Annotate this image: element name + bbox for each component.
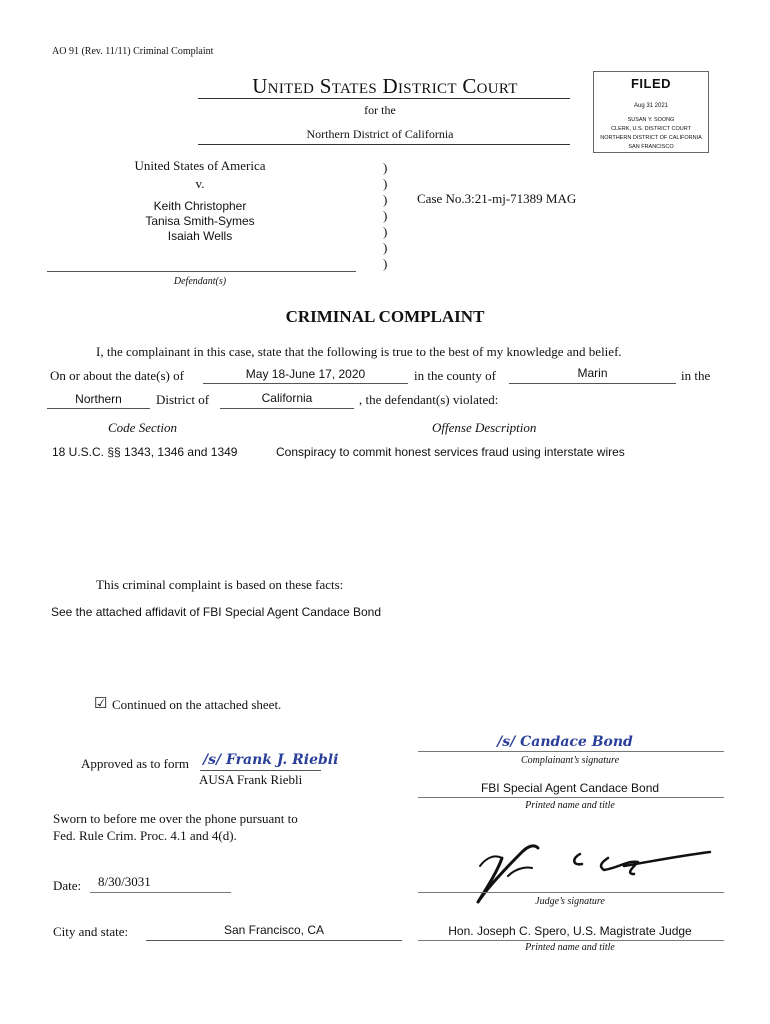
filed-stamp — [593, 71, 709, 153]
filed-label: FILED — [630, 76, 672, 91]
caption-paren-3: ) — [383, 192, 388, 207]
continued-label: Continued on the attached sheet. — [112, 697, 282, 712]
approved-name: AUSA Frank Riebli — [199, 772, 303, 787]
approved-label: Approved as to form — [81, 756, 189, 771]
complainant-signature: /s/ Candace Bond — [497, 734, 633, 750]
city-label: City and state: — [53, 924, 129, 939]
complainant-printed-name: FBI Special Agent Candace Bond — [480, 781, 660, 795]
defendant-2: Tanisa Smith-Symes — [145, 214, 255, 228]
approved-rule — [200, 770, 321, 771]
complaint-heading: CRIMINAL COMPLAINT — [285, 307, 485, 326]
date-value[interactable]: 8/30/3031 — [98, 874, 151, 889]
caption-paren-4: ) — [383, 208, 388, 223]
offense-description-value: Conspiracy to commit honest services fraud using interstate wires — [276, 445, 625, 459]
code-section-header: Code Section — [108, 420, 177, 435]
offense-dates-field[interactable]: May 18-June 17, 2020 — [203, 367, 408, 384]
caption-paren-1: ) — [383, 160, 388, 175]
violated-label: , the defendant(s) violated: — [359, 392, 499, 407]
judge-printed-name: Hon. Joseph C. Spero, U.S. Magistrate Judge — [448, 924, 692, 938]
plaintiff: United States of America — [134, 158, 266, 173]
statement: I, the complainant in this case, state that the following is true to the best of my knowledge and belief. — [96, 344, 622, 359]
district-field[interactable]: Northern — [47, 392, 150, 409]
offense-description-header: Offense Description — [432, 420, 537, 435]
judge-printed-label: Printed name and title — [525, 942, 615, 953]
defendant-3: Isaiah Wells — [167, 229, 233, 243]
facts-intro: This criminal complaint is based on these facts: — [96, 577, 344, 592]
county-label: in the county of — [414, 368, 496, 383]
caption-paren-5: ) — [383, 224, 388, 239]
court-title-text: United States District Court — [252, 74, 518, 98]
court-title — [180, 74, 590, 99]
complainant-printed-label: Printed name and title — [525, 800, 615, 811]
sworn-line-2: Fed. Rule Crim. Proc. 4.1 and 4(d). — [53, 828, 237, 843]
facts-text: See the attached affidavit of FBI Special Agent Candace Bond — [51, 605, 382, 619]
city-field[interactable]: San Francisco, CA — [146, 923, 402, 941]
approved-signature: /s/ Frank J. Riebli — [203, 752, 339, 768]
continued-checkbox[interactable]: ☑ — [94, 696, 108, 712]
form-id: AO 91 (Rev. 11/11) Criminal Complaint — [52, 46, 214, 57]
defendant-1: Keith Christopher — [153, 199, 247, 213]
caption-paren-2: ) — [383, 176, 388, 191]
filed-name: SUSAN Y. SOONG — [627, 117, 675, 123]
complainant-printed-rule — [418, 797, 724, 798]
sworn-line-1: Sworn to before me over the phone pursuant to — [53, 811, 298, 826]
court-district: Northern District of California — [306, 127, 454, 141]
dates-prefix: On or about the date(s) of — [50, 368, 184, 383]
judge-printed-rule — [418, 940, 724, 941]
defendant-rule — [47, 271, 356, 272]
filed-date: Aug 31 2021 — [633, 103, 669, 109]
defendants-label: Defendant(s) — [173, 276, 227, 287]
for-the: for the — [364, 103, 396, 117]
caption-paren-6: ) — [383, 240, 388, 255]
district-rule — [198, 144, 570, 145]
date-rule — [90, 892, 231, 893]
filed-clerk: CLERK, U.S. DISTRICT COURT — [611, 126, 691, 132]
county-field[interactable]: Marin — [509, 366, 676, 384]
case-number: Case No.3:21-mj-71389 MAG — [417, 191, 577, 206]
judge-sig-label: Judge’s signature — [535, 896, 605, 907]
filed-city: SAN FRANCISCO — [628, 144, 674, 150]
state-field[interactable]: California — [220, 391, 354, 409]
caption-paren-7: ) — [383, 256, 388, 271]
in-the-suffix: in the — [681, 368, 711, 383]
versus: v. — [195, 176, 205, 191]
district-label: District of — [156, 392, 210, 407]
court-title-rule — [198, 98, 570, 99]
complainant-sig-label: Complainant’s signature — [520, 755, 620, 766]
judge-sig-rule — [418, 892, 724, 893]
filed-district: NORTHERN DISTRICT OF CALIFORNIA — [600, 135, 702, 141]
date-label: Date: — [53, 878, 82, 893]
code-section-value: 18 U.S.C. §§ 1343, 1346 and 1349 — [52, 445, 238, 459]
complainant-sig-rule — [418, 751, 724, 752]
